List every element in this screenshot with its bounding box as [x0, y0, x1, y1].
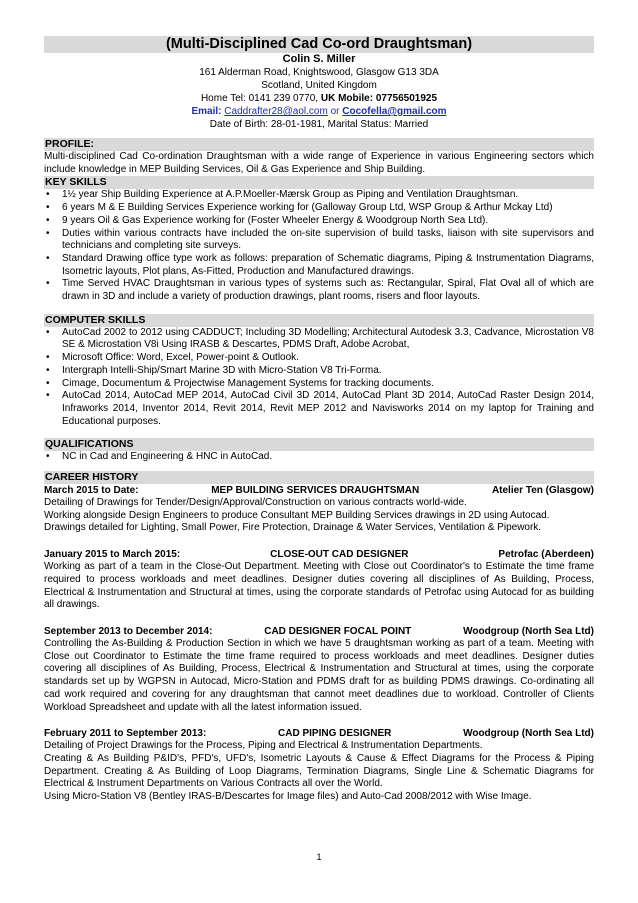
list-item: • NC in Cad and Engineering & HNC in AutoCad.: [44, 451, 594, 464]
job-entry: [44, 625, 594, 714]
job-description: Controlling the As-Building & Production Section in which we have 5 draughtsman working as part of a team. Meeting with Close out Coordinator to Estimate the time frame required to process workloads and meet deadlines. Designer duties covering all disciplines of As Building, Process, Electrical & Instrumentation and Structural at times, using the corporate standards set up by WGPSN in Autocad, Micro-Station and PDMS draft for as building PDMS drawings. Co-ordinating all cad work required and covering for any draughtsman that cannot meet deadlines due to workload. Controller of Clients Workload Spreadsheet and update with all the latest information issued.: [44, 637, 594, 713]
list-item: • 1½ year Ship Building Experience at A.P.Moeller-Mærsk Group as Piping and Ventilation Draughtsman.: [44, 189, 594, 202]
list-item: • AutoCad 2014, AutoCad MEP 2014, AutoCad Civil 3D 2014, AutoCad Plant 3D 2014, AutoCad Raster Design 2014, Infraworks 2014, Inventor 2014, Revit 2014, Revit MEP 2012 and Navisworks 2014 on my laptop for Training and Educational purposes.: [44, 390, 594, 428]
job-line: Working alongside Design Engineers to produce Consultant MEP Building Services drawings in 2D using Autocad.: [44, 509, 550, 521]
list-item: • Intergraph Intelli-Ship/Smart Marine 3D with Micro-Station V8 Tri-Forma.: [44, 365, 594, 378]
job-entry: [44, 727, 594, 804]
list-item: • Standard Drawing office type work as follows: preparation of Schematic diagrams, Piping & Instrumentation Diagrams, Isometric layouts, Plot plans, As-Fitted, Production and Manufactured drawings.: [44, 253, 594, 278]
job-header: [44, 625, 594, 638]
job-role: CAD DESIGNER FOCAL POINT: [264, 625, 412, 637]
job-dates: March 2015 to Date:: [44, 485, 139, 497]
email-separator: or: [327, 106, 343, 117]
cv-content: [44, 36, 594, 804]
computer-skills-heading: COMPUTER SKILLS: [44, 314, 594, 327]
job-company: Woodgroup (North Sea Ltd): [463, 625, 594, 637]
job-dates: February 2011 to September 2013:: [44, 728, 207, 740]
job-header: [44, 548, 594, 561]
address-line-2: Scotland, United Kingdom: [261, 80, 377, 91]
list-item: • Microsoft Office: Word, Excel, Power-point & Outlook.: [44, 352, 594, 365]
list-item: • AutoCad 2002 to 2012 using CADDUCT; Including 3D Modelling; Architectural Autodesk 3.3, Cadvance, Microstation V8 SE & Microstation V8i Using IRASB & Descartes, PDMS Draft, Adobe Acrobat,: [44, 327, 594, 352]
job-description: Working as part of a team in the Close-Out Department. Meeting with Close out Coordinator's to Estimate the time frame required to process workloads and meet deadlines. Designer duties covering all disciplines of As Building, Process, Electrical & Instrumentation and Structural at times, using the corporate standards of Petrofac using Autocad for as building all drawings.: [44, 561, 594, 611]
job-role: CLOSE-OUT CAD DESIGNER: [270, 549, 409, 561]
key-skills-list: [44, 189, 594, 303]
job-dates: September 2013 to December 2014:: [44, 625, 213, 637]
email-link-2[interactable]: Cocofella@gmail.com: [342, 106, 447, 117]
email-label: Email:: [191, 106, 225, 117]
candidate-name: Colin S. Miller: [282, 53, 356, 65]
job-company: Atelier Ten (Glasgow): [491, 485, 594, 497]
career-heading: CAREER HISTORY: [44, 471, 594, 484]
qualifications-list: [44, 451, 594, 464]
qualifications-heading: QUALIFICATIONS: [44, 438, 594, 451]
job-company: Woodgroup (North Sea Ltd): [463, 728, 594, 740]
list-item: • Duties within various contracts have included the on-site supervision of build tasks, liaison with site supervisors and technicians and completing site surveys.: [44, 228, 594, 253]
job-role: MEP BUILDING SERVICES DRAUGHTSMAN: [211, 485, 420, 497]
list-item: • Time Served HVAC Draughtsman in various types of systems such as: Rectangular, Spiral, Flat Oval all of which are drawn in 3D and include a variety of production drawings, plant rooms, risers and floor layouts.: [44, 278, 594, 303]
document-title: (Multi-Disciplined Cad Co-ord Draughtsman): [44, 36, 594, 53]
profile-text: Multi-disciplined Cad Co-ordination Draughtsman with a wide range of Experience in various Engineering sectors which include knowledge in MEP Building Services, Oil & Gas Experience and Ship Building.: [44, 151, 594, 175]
job-dates: January 2015 to March 2015:: [44, 549, 181, 561]
list-item: • Cimage, Documentum & Projectwise Management Systems for tracking documents.: [44, 378, 594, 391]
job-line: Drawings detailed for Lighting, Small Power, Fire Protection, Drainage & Water Services, Ventilation & Pipework.: [44, 522, 542, 534]
computer-skills-list: [44, 327, 594, 429]
job-line: Detailing of Drawings for Tender/Design/Approval/Construction on various contracts world-wide.: [44, 497, 467, 509]
page-number: 1: [316, 852, 322, 862]
job-entry: [44, 548, 594, 612]
contact-block: [44, 53, 594, 131]
phone-line: [44, 92, 594, 105]
job-header: [44, 484, 594, 497]
job-line: Using Micro-Station V8 (Bentley IRAS-B/Descartes for Image files) and Auto-Cad 2008/2012 with Wise Image.: [44, 791, 532, 803]
list-item: • 9 years Oil & Gas Experience working for (Foster Wheeler Energy & Woodgroup North Sea Ltd).: [44, 215, 594, 228]
job-role: CAD PIPING DESIGNER: [278, 728, 392, 740]
job-company: Petrofac (Aberdeen): [498, 549, 594, 561]
job-line: Creating & As Building P&ID's, PFD's, UFD's, Isometric Layouts & Cause & Effect Diagrams for the Process & Piping Department. Creating & As Building of Loop Diagrams, Termination Diagrams, Single Line & Schematic Diagrams for Electrical & Instrument Departments on Various Contracts all over the World.: [44, 752, 594, 790]
profile-heading: PROFILE:: [44, 138, 594, 151]
key-skills-heading: KEY SKILLS: [44, 176, 594, 189]
job-header: [44, 727, 594, 740]
list-item: • 6 years M & E Building Services Experience working for (Galloway Group Ltd, WSP Group & Arthur Mckay Ltd): [44, 202, 594, 215]
address-line-1: 161 Alderman Road, Knightswood, Glasgow G13 3DA: [199, 67, 439, 78]
mobile-number: UK Mobile: 07756501925: [320, 93, 438, 104]
email-link-1[interactable]: Caddrafter28@aol.com: [224, 106, 328, 117]
dob-line: Date of Birth: 28-01-1981, Marital Status: Married: [209, 119, 429, 130]
job-entry: [44, 484, 594, 535]
home-tel: Home Tel: 0141 239 0770,: [200, 93, 321, 104]
job-line: Detailing of Project Drawings for the Process, Piping and Electrical & Instrumentation Departments.: [44, 740, 483, 752]
email-line: [44, 105, 594, 118]
